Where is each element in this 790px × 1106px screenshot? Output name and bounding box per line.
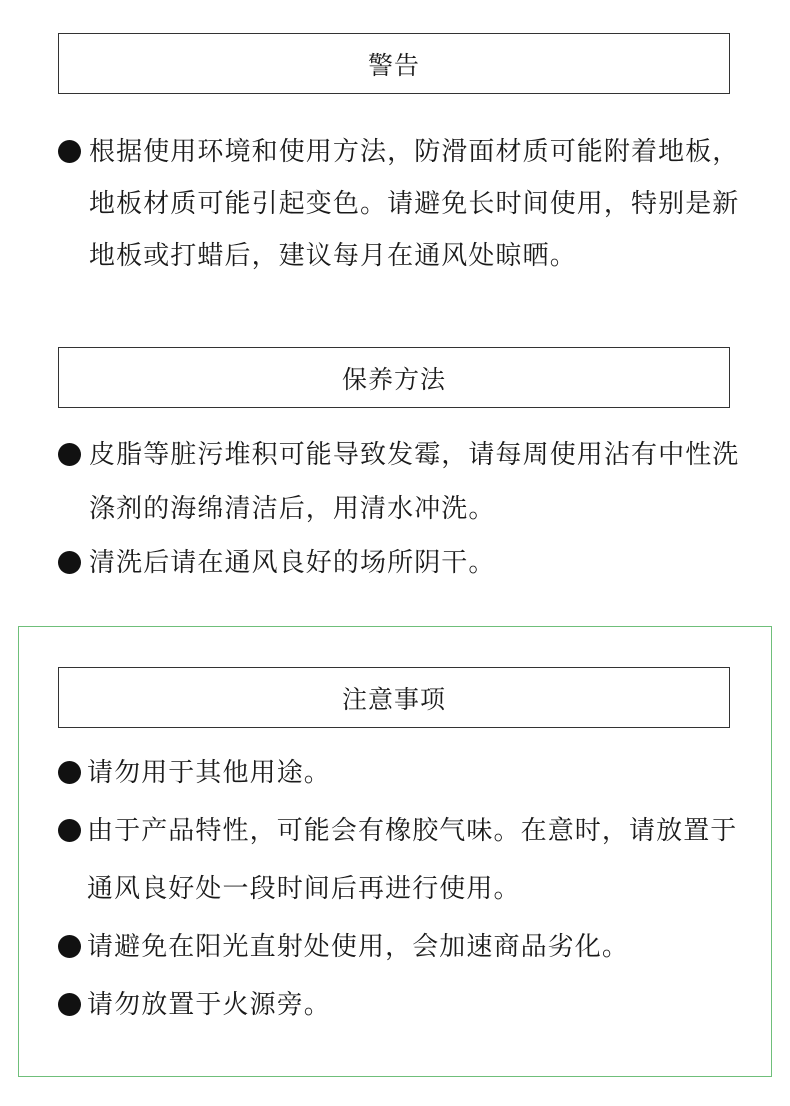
warning-list [58,126,748,282]
list-item [58,126,748,282]
bullet-icon [58,551,81,574]
list-item [58,428,748,536]
notice-item-text: 请勿放置于火源旁。 [87,990,331,1020]
list-item [58,744,738,802]
bullet-icon [58,819,81,842]
bullet-icon [58,761,81,784]
list-item [58,918,738,976]
notice-title-box [58,667,730,728]
care-item-text: 皮脂等脏污堆积可能导致发霉，请每周使用沾有中性洗涤剂的海绵清洁后，用清水冲洗。 [89,440,740,524]
bullet-icon [58,140,81,163]
bullet-icon [58,443,81,466]
notice-item-text: 请勿用于其他用途。 [87,758,331,788]
care-title: 保养方法 [341,364,446,394]
bullet-icon [58,993,81,1016]
warning-title-box [58,33,730,94]
care-item-text: 清洗后请在通风良好的场所阴干。 [89,548,496,578]
list-item [58,976,738,1034]
care-title-box [58,347,730,408]
bullet-icon [58,935,81,958]
warning-title: 警告 [367,50,420,80]
care-list [58,428,748,590]
notice-item-text: 由于产品特性，可能会有橡胶气味。在意时，请放置于通风良好处一段时间后再进行使用。 [87,816,738,904]
warning-item-text: 根据使用环境和使用方法，防滑面材质可能附着地板，地板材质可能引起变色。请避免长时间使用，特别是新地板或打蜡后，建议每月在通风处晾晒。 [89,137,740,271]
list-item [58,802,738,918]
notice-title: 注意事项 [341,684,446,714]
list-item [58,536,748,590]
notice-item-text: 请避免在阳光直射处使用，会加速商品劣化。 [87,932,630,962]
notice-list [58,744,738,1034]
